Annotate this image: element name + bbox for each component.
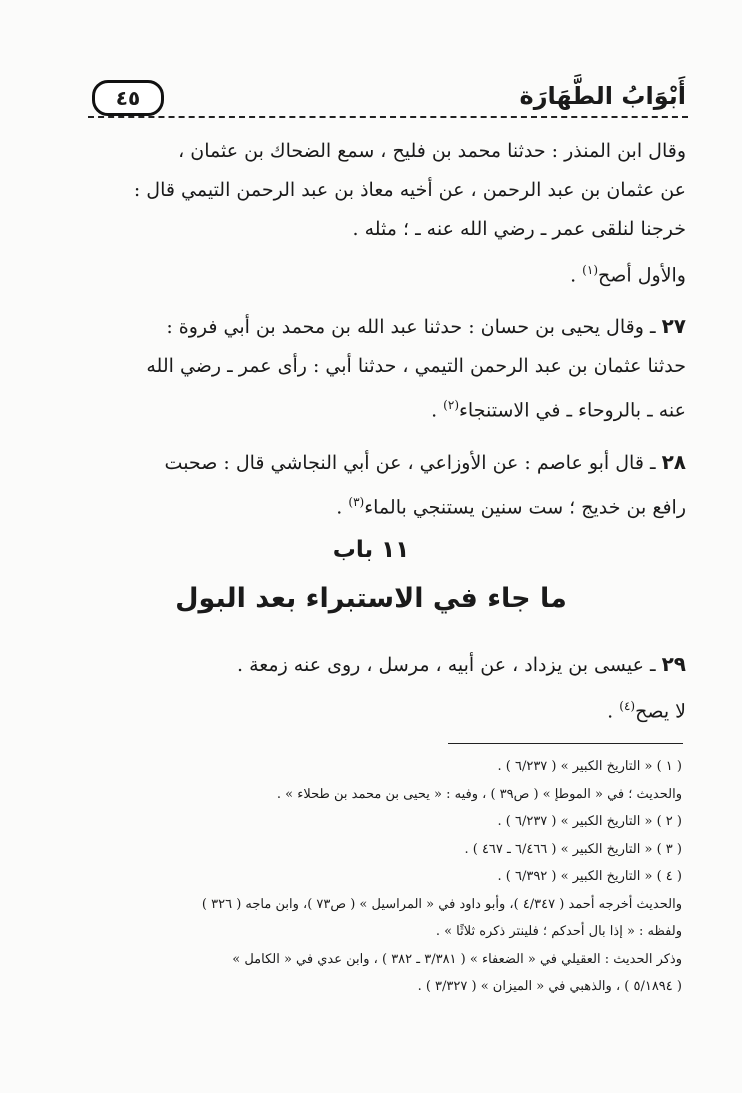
hadith-number: ٢٩ [661, 652, 686, 676]
chapter-text [76, 645, 686, 731]
text-line: خرجنا لنلقى عمر ـ رضي الله عنه ـ ؛ مثله . [352, 218, 686, 240]
hadith-27 [76, 307, 686, 430]
paragraph [76, 132, 686, 249]
chapter-title: ما جاء في الاستبراء بعد البول [175, 583, 567, 614]
punctuation: . [431, 399, 438, 422]
text-line: حدثنا عثمان بن عبد الرحمن التيمي ، حدثنا أبي : رأى عمر ـ رضي الله [146, 355, 686, 378]
hadith-29 [76, 645, 686, 685]
main-text [76, 132, 686, 527]
footnote: ولفظه : « إذا بال أحدكم ؛ فلينتر ذكره ثلاثًا » . [435, 924, 682, 939]
text-line: رافع بن خديج ؛ ست سنين يستنجي بالماء [364, 495, 686, 518]
hadith-number: ٢٧ [661, 314, 686, 339]
footnote: ( ٥/١٨٩٤ ) ، والذهبي في « الميزان » ( ٣/٣٢٧ ) . [417, 979, 682, 994]
hadith-28 [76, 443, 686, 527]
footnote: وذكر الحديث : العقيلي في « الضعفاء » ( ٣/٣٨١ ـ ٣٨٢ ) ، وابن عدي في « الكامل » [232, 951, 682, 967]
footnote: والحديث أخرجه أحمد ( ٤/٣٤٧ )، وأبو داود في « المراسيل » ( ص٧٣ )، وابن ماجه ( ٣٢٦ ) [201, 896, 682, 912]
header-divider [88, 116, 688, 118]
footnote: ( ٣ ) « التاريخ الكبير » ( ٦/٤٦٦ ـ ٤٦٧ ) . [464, 841, 682, 857]
chapter-heading [0, 530, 742, 622]
page-number: ٤٥ [92, 80, 164, 116]
running-title: أَبْوَابُ الطَّهَارَة [519, 82, 686, 110]
text-line: ـ وقال يحيى بن حسان : حدثنا عبد الله بن محمد بن أبي فروة : [166, 316, 656, 339]
footnote: والحديث ؛ في « الموطإ » ( ص٣٩ ) ، وفيه : « يحيى بن محمد بن طحلاء » . [276, 786, 682, 802]
text-line: عنه ـ بالروحاء ـ في الاستنجاء [459, 399, 686, 422]
text-line: ـ عيسى بن يزداد ، عن أبيه ، مرسل ، روى عنه زمعة . [236, 654, 656, 676]
punctuation: . [336, 495, 343, 518]
text-line: عن عثمان بن عبد الرحمن ، عن أخيه معاذ بن عبد الرحمن التيمي قال : [133, 179, 686, 201]
footnote: ( ٤ ) « التاريخ الكبير » ( ٦/٣٩٢ ) . [497, 869, 682, 884]
punctuation: . [607, 700, 614, 723]
paragraph [76, 687, 686, 731]
footnote-ref[interactable]: (٤) [619, 699, 636, 713]
paragraph [76, 251, 686, 295]
punctuation: . [570, 264, 577, 287]
chapter-number: ١١ باب [332, 537, 410, 563]
footnotes [70, 753, 682, 1001]
footnote-ref[interactable]: (٢) [443, 398, 459, 413]
page-header [88, 78, 686, 118]
footnote-divider [448, 743, 683, 744]
text-line: لا يصح [635, 700, 686, 723]
footnote: ( ٢ ) « التاريخ الكبير » ( ٦/٢٣٧ ) . [497, 814, 682, 829]
text-line: ـ قال أبو عاصم : عن الأوزاعي ، عن أبي النجاشي قال : صحبت [164, 451, 656, 474]
footnote-ref[interactable]: (١) [582, 263, 598, 277]
footnote: ( ١ ) « التاريخ الكبير » ( ٦/٢٣٧ ) . [497, 759, 682, 774]
text-line: والأول أصح [598, 264, 686, 287]
hadith-number: ٢٨ [661, 449, 686, 474]
text-line: وقال ابن المنذر : حدثنا محمد بن فليح ، سمع الضحاك بن عثمان ، [178, 140, 686, 162]
footnote-ref[interactable]: (٣) [348, 494, 365, 509]
